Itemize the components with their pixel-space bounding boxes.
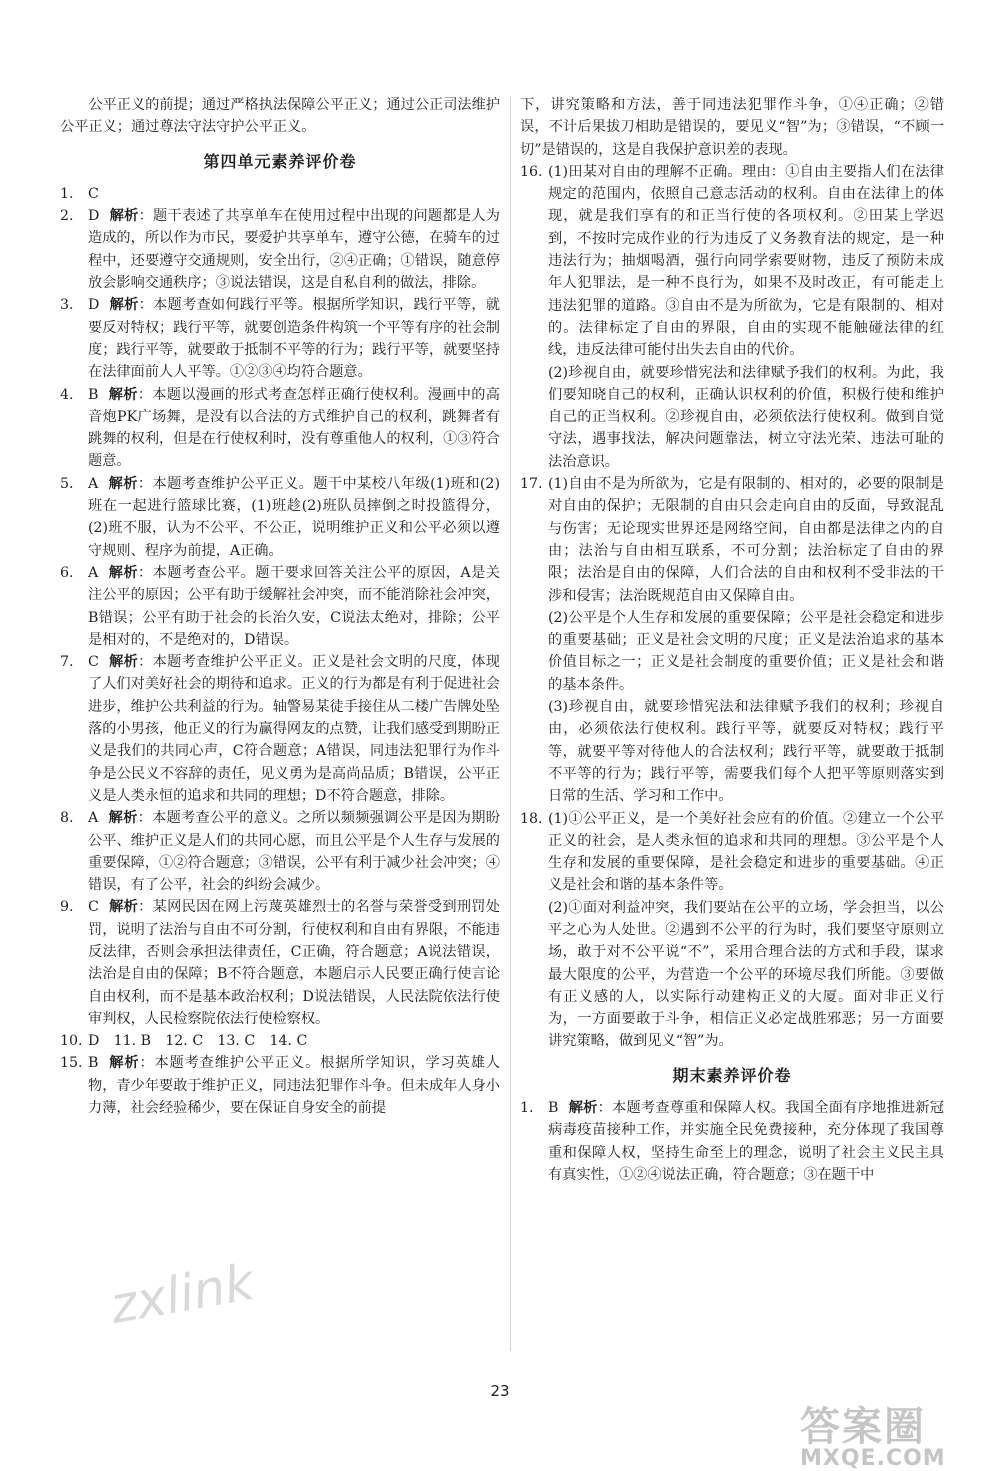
item-paragraph: (3)珍视自由，就要珍惜宪法和法律赋予我们的权利；珍视自由，必须依法行使权利。践行平等，就要反对特权；践行平等，就要平等对待他人的合法权利；践行平等，就要敢于抵制不平等的行为；践行平等，需要我们每个人把平等原则落实到日常的生活、学习和工作中。 [548, 699, 944, 805]
analysis-label: 解析 [108, 475, 138, 492]
watermark-mxqe [800, 1395, 946, 1471]
item-number: 1. [60, 185, 74, 202]
answer-item [60, 183, 500, 205]
column-divider [510, 96, 511, 1351]
item-body [548, 1097, 944, 1186]
item-text: ：本题考查尊重和保障人权。我国全面有序地推进新冠病毒疫苗接种工作，并实施全民免费接种，充分体现了我国尊重和保障人权，坚持生命至上的理念，说明了社会主义民主具有真实性，①②④说法正确，符合题意；③在题干中 [548, 1100, 944, 1183]
item-body [548, 808, 944, 1053]
answer-item [60, 384, 500, 473]
left-column [60, 94, 500, 1119]
item-body [88, 183, 500, 205]
answer-item [60, 473, 500, 562]
section-title-unit4: 第四单元素养评价卷 [203, 151, 357, 171]
answer-item [60, 1030, 500, 1052]
item-body [88, 651, 500, 807]
answer-item [60, 562, 500, 651]
item-body [88, 807, 500, 896]
item-answer: C [88, 654, 99, 671]
item-text: ：本题考查公平的意义。之所以频频强调公平是因为期盼公平、维护正义是人们的共同心愿，而且公平是个人生存与发展的重要保障，①②符合题意；③错误，公平有利于减少社会冲突；④错误，有了公平，社会的纠纷会减少。 [88, 810, 500, 894]
answer-item [60, 294, 500, 383]
page-number: 23 [490, 1382, 510, 1400]
analysis-label: 解析 [108, 899, 139, 916]
item-answer: B [88, 1055, 99, 1072]
answer-item [60, 651, 500, 807]
item-number: 6. [60, 564, 74, 581]
item-paragraph: (2)公平是个人生存和发展的重要保障；公平是社会稳定和进步的重要基础；正义是社会文明的尺度；正义是法治追求的基本价值目标之一；正义是社会制度的重要价值；正义是社会和谐的基本条件。 [548, 609, 944, 693]
answer-item [60, 807, 500, 896]
item-number: 8. [60, 810, 74, 827]
intro-paragraph: 公平正义的前提；通过严格执法保障公平正义；通过公正司法维护公平正义；通过尊法守法守护公平正义。 [60, 97, 500, 136]
item-text: ：题干表述了共享单车在使用过程中出现的问题都是人为造成的，所以作为市民，要爱护共享单车，遵守公德，在骑车的过程中，还要遵守交通规则，安全出行，②④正确；①错误，随意停放会影响交通秩序；③说法错误，这是自私自利的做法，排除。 [88, 208, 500, 292]
item-paragraph: (2)①面对利益冲突，我们要站在公平的立场，学会担当，以公平之心为人处世。②遇到不公平的行为时，我们要坚守原则立场，敢于对不公平说“不”，采用合理合法的方式和手段，谋求最大限度的公平，为营造一个公平的环境尽我们所能。③要做有正义感的人，以实际行动建构正义的大厦。面对非正义行为，一方面要敢于斗争，相信正义必定战胜邪恶；另一方面要讲究策略，做到见义“智”为。 [548, 899, 944, 1050]
item-answer: B [548, 1100, 559, 1117]
item-paragraph: (1)田某对自由的理解不正确。理由：①自由主要指人们在法律规定的范围内，依照自己意志活动的权利。自由在法律上的体现，就是我们享有的和正当行使的各项权利。②田某上学迟到，不按时完成作业的行为违反了义务教育法的规定，是一种违法行为；抽烟喝酒，强行向同学索要财物，违反了预防未成年人犯罪法，是一种不良行为，如果不及时改正，有可能走上违法犯罪的道路。③自由不是为所欲为，它是有限制的、相对的。法律标定了自由的界限，自由的实现不能触碰法律的红线，违反法律可能付出失去自由的代价。 [548, 163, 944, 359]
item-number: 9. [60, 899, 74, 916]
item-number: 3. [60, 297, 74, 314]
item-body [88, 562, 500, 651]
item-number: 15. [60, 1055, 83, 1072]
continuation-paragraph: 下，讲究策略和方法，善于同违法犯罪作斗争，①④正确；②错误，不计后果拔刀相助是错误的，要见义“智”为；③错误，“不顾一切”是错误的，这是自我保护意识差的表现。 [520, 97, 944, 158]
item-body [548, 161, 944, 473]
answer-item [520, 473, 944, 807]
item-answer: A [88, 564, 99, 581]
item-body [88, 896, 500, 1030]
answer-item [520, 808, 944, 1053]
right-answer-list [520, 161, 944, 1053]
item-number: 7. [60, 654, 74, 671]
analysis-label: 解析 [109, 297, 139, 314]
analysis-label: 解析 [108, 1055, 140, 1072]
item-number: 5. [60, 475, 74, 492]
watermark-brand: 答案圈 [800, 1404, 926, 1450]
item-answer: C [88, 899, 99, 916]
item-number: 10. [60, 1033, 83, 1050]
item-text: ：本题考查公平。题干要求回答关注公平的原因，A是关注公平的原因；公平有助于缓解社会冲突，而不能消除社会冲突，B错误；公平有助于社会的长治久安，C说法太绝对，排除；公平是相对的，不是绝对的，D错误。 [88, 564, 500, 648]
answer-item [60, 205, 500, 294]
item-text: ：本题考查维护公平正义。根据所学知识，学习英雄人物，青少年要敢于维护正义，同违法犯罪作斗争。但未成年人身小力薄，社会经验稀少，要在保证自身安全的前提 [88, 1055, 500, 1117]
item-paragraph: (2)珍视自由，就要珍惜宪法和法律赋予我们的权利。为此，我们要知晓自己的权利，正确认识权利的价值，积极行使和维护自己的正当权利。②珍视自由，必须依法行使权利。做到自觉守法，遇事找法，解决问题靠法，树立守法光荣、违法可耻的法治意识。 [548, 364, 944, 470]
item-body [88, 473, 500, 562]
item-paragraph: (1)①公平正义，是一个美好社会应有的价值。②建立一个公平正义的社会，是人类永恒的追求和共同的理想。③公平是个人生存和发展的重要保障，是社会稳定和进步的重要基础。④正义是社会和谐的基本条件等。 [548, 810, 944, 894]
watermark-url: MXQE.COM [800, 1446, 946, 1471]
item-answer: A [88, 810, 99, 827]
item-text: ：本题考查如何践行平等。根据所学知识，践行平等，就要反对特权；践行平等，就要创造条件构筑一个平等有序的社会制度；践行平等，就要敢于抵制不平等的行为；践行平等，就要坚持在法律面前人人平等。①②③④均符合题意。 [88, 297, 500, 381]
watermark-zxlink: zxlink [106, 1252, 259, 1336]
item-number: 18. [520, 810, 543, 827]
item-answer: B [88, 386, 99, 403]
item-text: ：本题以漫画的形式考查怎样正确行使权利。漫画中的高音炮PK广场舞，是没有以合法的方式维护自己的权利，跳舞者有跳舞的权利，但是在行使权利时，没有尊重他人的权利，①③符合题意。 [88, 386, 500, 470]
analysis-label: 解析 [108, 386, 138, 403]
item-number: 17. [520, 476, 543, 493]
item-body [88, 1030, 500, 1052]
answer-item [60, 896, 500, 1030]
item-answer: D [88, 208, 100, 225]
final-answer-item [520, 1097, 944, 1186]
item-body [88, 205, 500, 294]
item-answer: D 11. B 12. C 13. C 14. C [88, 1033, 308, 1050]
analysis-label: 解析 [108, 564, 139, 581]
item-body [88, 384, 500, 473]
analysis-label: 解析 [109, 208, 139, 225]
item-paragraph: (1)自由不是为所欲为，它是有限制的、相对的，必要的限制是对自由的保护；无限制的自由只会走向自由的反面，导致混乱与伤害；无论现实世界还是网络空间，自由都是法律之内的自由；法治与自由相互联系，不可分割；法治标定了自由的界限；法治是自由的保障，人们合法的自由和权利不受非法的干涉和侵害；法治既规范自由又保障自由。 [548, 476, 944, 604]
item-text: ：本题考查维护公平正义。题干中某校八年级(1)班和(2)班在一起进行篮球比赛，(1)班趁(2)班队员摔倒之时投篮得分，(2)班不服，认为不公平、不公正，说明维护正义和公平必须以遵守规则、程序为前提，A正确。 [88, 475, 500, 559]
left-answer-list [60, 183, 500, 1119]
answer-item [520, 161, 944, 473]
section-title-final: 期末素养评价卷 [672, 1065, 792, 1085]
analysis-label: 解析 [568, 1100, 598, 1117]
item-number: 16. [520, 163, 543, 180]
analysis-label: 解析 [108, 810, 138, 827]
item-answer: C [88, 185, 99, 202]
item-body [548, 473, 944, 807]
item-number: 2. [60, 208, 74, 225]
item-text: ：某网民因在网上污蔑英雄烈士的名誉与荣誉受到刑罚处罚，说明了法治与自由不可分割，行使权利和自由有界限，不能违反法律，否则会承担法律责任，C正确，符合题意；A说法错误，法治是自由的保障；B不符合题意，本题启示人民要正确行使言论自由权利，而不是基本政治权利；D说法错误，人民法院依法行使审判权，人民检察院依法行使检察权。 [88, 899, 500, 1027]
item-answer: D [88, 297, 100, 314]
answer-item [60, 1052, 500, 1119]
right-column [520, 94, 944, 1186]
item-number: 4. [60, 386, 74, 403]
item-text: ：本题考查维护公平正义。正义是社会文明的尺度，体现了人们对美好社会的期待和追求。正义的行为都是有利于促进社会进步，维护公共利益的行为。轴警易某徒手接住从二楼广告牌处坠落的小男孩，他正义的行为赢得网友的点赞，让我们感受到期盼正义是我们的共同心声，C符合题意；A错误，同违法犯罪行为作斗争是公民义不容辞的责任，见义勇为是高尚品质；B错误，公平正义是人类永恒的追求和共同的理想；D不符合题意，排除。 [88, 654, 500, 804]
item-number: 1. [520, 1100, 534, 1117]
item-body [88, 1052, 500, 1119]
analysis-label: 解析 [108, 654, 139, 671]
item-answer: A [88, 475, 99, 492]
item-body [88, 294, 500, 383]
